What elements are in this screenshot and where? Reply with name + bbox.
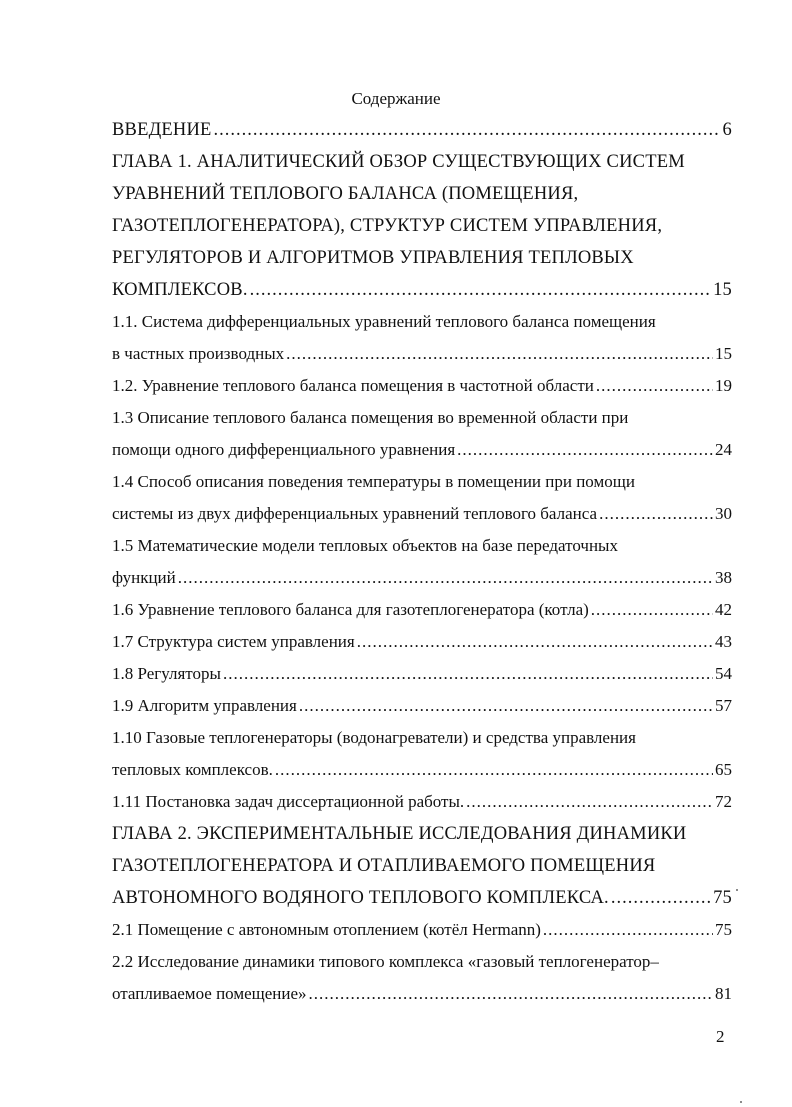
toc-entry-line xyxy=(112,918,732,942)
toc-page-number: 30 xyxy=(715,504,732,523)
toc-page-number: 15 xyxy=(715,344,732,363)
dot-leader xyxy=(591,598,713,622)
toc-page-number: 19 xyxy=(715,376,732,395)
dot-leader xyxy=(275,758,713,782)
dot-leader xyxy=(286,342,713,366)
toc-entry-text: 1.7 Структура систем управления xyxy=(112,632,355,651)
toc-page-number: 43 xyxy=(715,632,732,651)
toc-entry-line xyxy=(112,502,732,526)
dot-leader xyxy=(466,790,713,814)
dot-leader xyxy=(214,118,721,142)
toc-entry-text: ГАЗОТЕПЛОГЕНЕРАТОРА И ОТАПЛИВАЕМОГО ПОМЕЩЕНИЯ xyxy=(112,856,656,876)
dot-leader xyxy=(599,502,713,526)
dot-leader xyxy=(611,886,711,910)
dot-leader xyxy=(309,982,713,1006)
toc-entry-text: ГЛАВА 1. АНАЛИТИЧЕСКИЙ ОБЗОР СУЩЕСТВУЮЩИХ СИСТЕМ xyxy=(112,152,685,172)
toc-entry-text: 2.2 Исследование динамики типового комплекса «газовый теплогенератор– xyxy=(112,952,659,971)
toc-entry-line xyxy=(112,662,732,686)
toc-entry-line xyxy=(112,886,732,910)
toc-entry-line xyxy=(112,598,732,622)
toc-page-number: 42 xyxy=(715,600,732,619)
dot-leader xyxy=(543,918,713,942)
toc-entry-text: в частных производных xyxy=(112,344,285,363)
toc-page-number: 81 xyxy=(715,984,732,1003)
toc-page-number: 54 xyxy=(715,664,732,683)
toc-entry-text: 1.5 Математические модели тепловых объектов на базе передаточных xyxy=(112,536,618,555)
dot-leader xyxy=(457,438,713,462)
toc-page-number: 75 xyxy=(715,920,732,939)
toc-entry-text: 2.1 Помещение с автономным отоплением (котёл Hermann) xyxy=(112,920,541,939)
toc-entry-line xyxy=(112,374,732,398)
toc-page-number: 38 xyxy=(715,568,732,587)
toc-entry-text: УРАВНЕНИЙ ТЕПЛОВОГО БАЛАНСА (ПОМЕЩЕНИЯ, xyxy=(112,184,579,204)
scan-speck xyxy=(740,1101,742,1103)
toc-entry-text: 1.10 Газовые теплогенераторы (водонагреватели) и средства управления xyxy=(112,728,636,747)
toc-entry-line xyxy=(112,630,732,654)
toc-entry-text: 1.6 Уравнение теплового баланса для газотеплогенератора (котла) xyxy=(112,600,589,619)
toc-entry-text: 1.4 Способ описания поведения температуры в помещении при помощи xyxy=(112,472,635,491)
toc-entry-line xyxy=(112,118,732,142)
dot-leader xyxy=(596,374,713,398)
toc-page-number: 72 xyxy=(715,792,732,811)
toc-entry-line xyxy=(112,694,732,718)
toc-entry-text: системы из двух дифференциальных уравнений теплового баланса xyxy=(112,504,598,523)
toc-entry-line xyxy=(112,758,732,782)
toc-page-number: 24 xyxy=(715,440,732,459)
scan-speck xyxy=(736,889,738,891)
toc-entry-line xyxy=(112,278,732,302)
toc-entry-text: функций xyxy=(112,568,176,587)
dot-leader xyxy=(250,278,711,302)
toc-entry-text: ГЛАВА 2. ЭКСПЕРИМЕНТАЛЬНЫЕ ИССЛЕДОВАНИЯ ДИНАМИКИ xyxy=(112,824,687,844)
toc-entry-text: АВТОНОМНОГО ВОДЯНОГО ТЕПЛОВОГО КОМПЛЕКСА. xyxy=(112,888,609,908)
toc-page-number: 57 xyxy=(715,696,732,715)
toc-entry-text: помощи одного дифференциального уравнения xyxy=(112,440,456,459)
toc-entry-text: ГАЗОТЕПЛОГЕНЕРАТОРА), СТРУКТУР СИСТЕМ УПРАВЛЕНИЯ, xyxy=(112,216,663,236)
toc-entry-line xyxy=(112,342,732,366)
dot-leader xyxy=(299,694,713,718)
toc-page-number: 65 xyxy=(715,760,732,779)
toc-entry-text: отапливаемое помещение» xyxy=(112,984,307,1003)
toc-entry-text: тепловых комплексов. xyxy=(112,760,273,779)
dot-leader xyxy=(178,566,713,590)
toc-entry-text: 1.2. Уравнение теплового баланса помещения в частотной области xyxy=(112,376,594,395)
toc-entry-line xyxy=(112,438,732,462)
dot-leader xyxy=(357,630,713,654)
toc-entry-line xyxy=(112,790,732,814)
toc-page-number: 75 xyxy=(713,888,732,908)
dot-leader xyxy=(223,662,713,686)
page-number: 2 xyxy=(716,1027,725,1046)
toc-entry-text: 1.8 Регуляторы xyxy=(112,664,221,683)
toc-entry-text: 1.11 Постановка задач диссертационной работы. xyxy=(112,792,465,811)
toc-entry-text: 1.3 Описание теплового баланса помещения во временной области при xyxy=(112,408,629,427)
toc-entry-text: КОМПЛЕКСОВ. xyxy=(112,280,248,300)
toc-entry-text: 1.1. Система дифференциальных уравнений теплового баланса помещения xyxy=(112,312,656,331)
toc-page-number: 15 xyxy=(713,280,732,300)
toc-entry-line xyxy=(112,982,732,1006)
toc-page-number: 6 xyxy=(722,120,732,140)
toc-entry-text: ВВЕДЕНИЕ xyxy=(112,120,212,140)
toc-entry-text: РЕГУЛЯТОРОВ И АЛГОРИТМОВ УПРАВЛЕНИЯ ТЕПЛОВЫХ xyxy=(112,248,634,268)
page-title: Содержание xyxy=(351,89,441,108)
toc-entry-text: 1.9 Алгоритм управления xyxy=(112,696,297,715)
toc-entry-line xyxy=(112,566,732,590)
